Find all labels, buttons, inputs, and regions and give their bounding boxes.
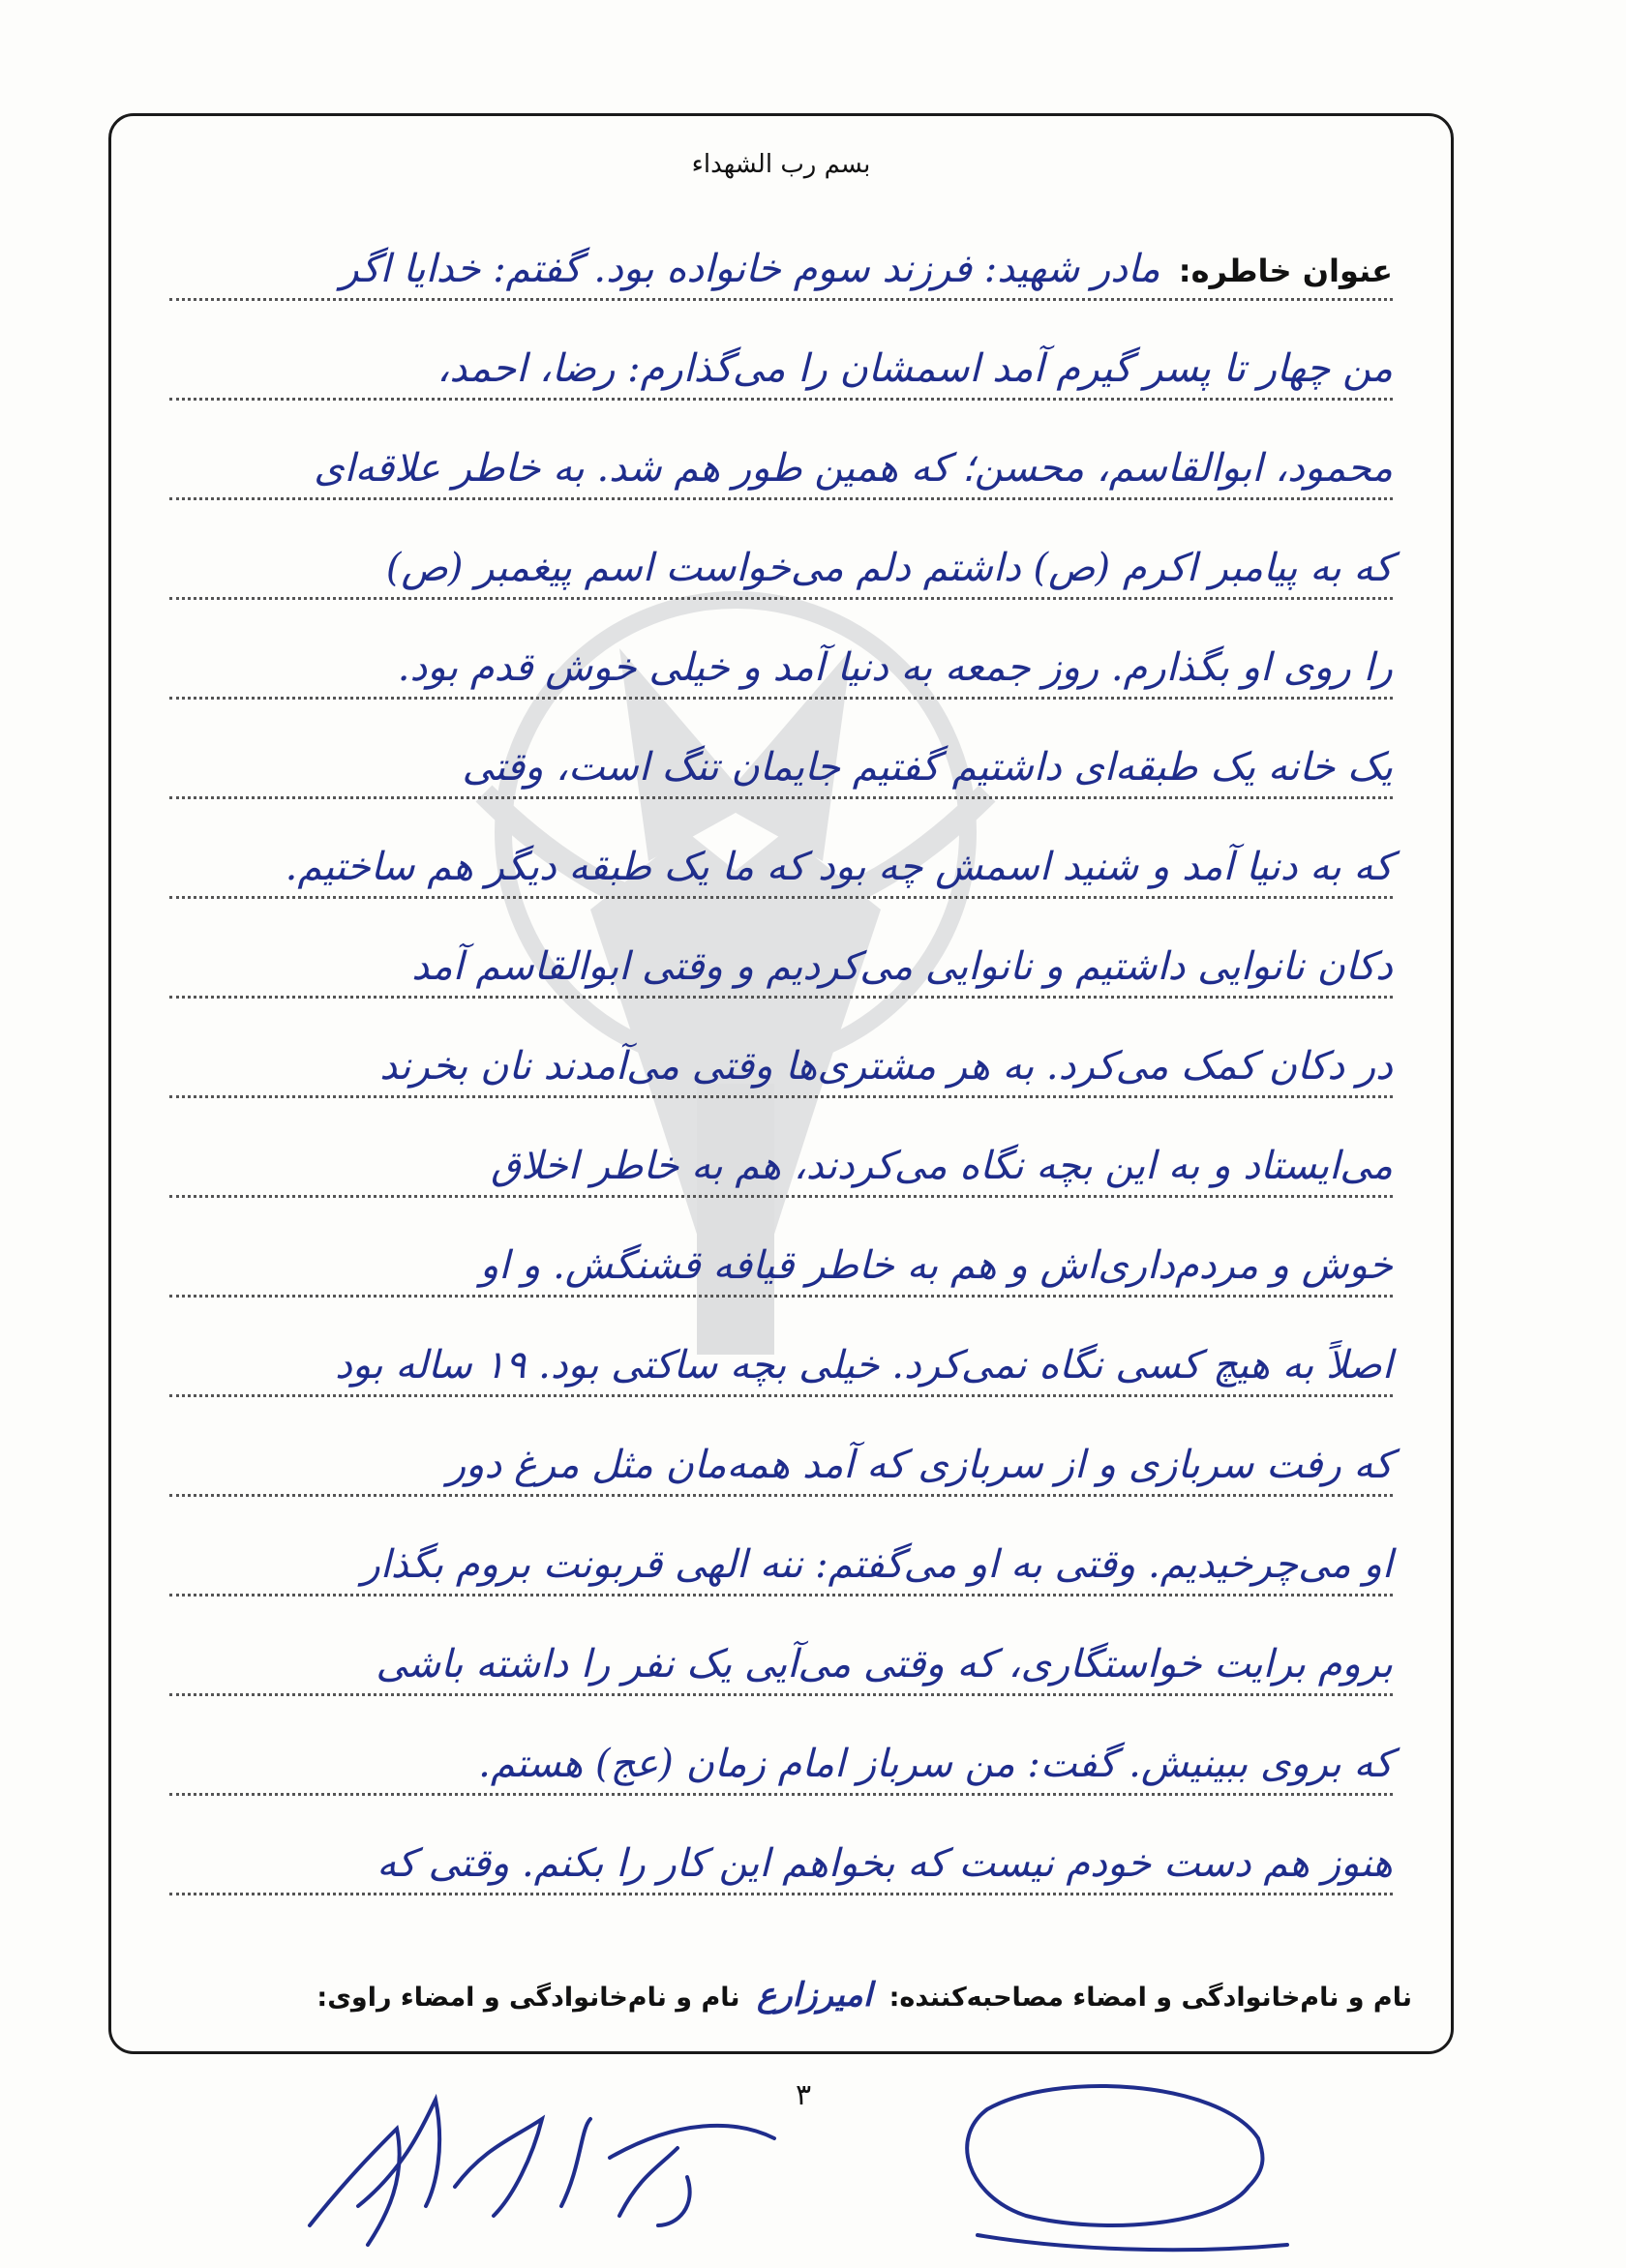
- handwritten-text: او می‌چرخیدیم. وقتی به او می‌گفتم: ننه الهی قربونت بروم بگذار: [361, 1542, 1393, 1587]
- handwritten-text: را روی او بگذارم. روز جمعه به دنیا آمد و خیلی خوش قدم بود.: [397, 645, 1393, 690]
- signature-footer: [150, 1976, 1412, 2014]
- memoir-line-1: [169, 247, 1393, 314]
- narrator-label: نام و نام‌خانوادگی و امضاء راوی:: [316, 1983, 740, 2013]
- memoir-line-9: [169, 1044, 1393, 1112]
- handwritten-text: بروم برایت خواستگاری، که وقتی می‌آیی یک نفر را داشته باشی: [376, 1642, 1393, 1686]
- title-label: عنوان خاطره:: [1178, 253, 1393, 289]
- handwritten-text: یک خانه یک طبقه‌ای داشتیم گفتیم جایمان تنگ است، وقتی: [462, 745, 1393, 790]
- memoir-line-10: [169, 1144, 1393, 1211]
- memoir-line-5: [169, 645, 1393, 713]
- memoir-line-12: [169, 1343, 1393, 1411]
- memoir-line-2: [169, 346, 1393, 414]
- memoir-line-11: [169, 1243, 1393, 1311]
- handwritten-text: در دکان کمک می‌کرد. به هر مشتری‌ها وقتی می‌آمدند نان بخرند: [379, 1044, 1393, 1089]
- form-frame: [108, 113, 1454, 2054]
- form-header: بسم رب الشهداء: [691, 150, 871, 179]
- memoir-line-13: [169, 1443, 1393, 1510]
- handwritten-text: من چهار تا پسر گیرم آمد اسمشان را می‌گذارم: رضا، احمد،: [437, 346, 1393, 391]
- handwritten-text: دکان نانوایی داشتیم و نانوایی می‌کردیم و وقتی ابوالقاسم آمد: [411, 944, 1393, 989]
- memoir-line-15: [169, 1642, 1393, 1710]
- handwritten-text: محمود، ابوالقاسم، محسن؛ که همین طور هم شد. به خاطر علاقه‌ای: [314, 446, 1393, 491]
- signatures-area: [290, 2061, 1374, 2254]
- page-number: ۳: [796, 2078, 812, 2112]
- handwritten-text: می‌ایستاد و به این بچه نگاه می‌کردند، هم به خاطر اخلاق: [491, 1144, 1393, 1188]
- interviewer-name: امیرزارع: [756, 1976, 873, 2014]
- memoir-line-6: [169, 745, 1393, 813]
- memoir-line-14: [169, 1542, 1393, 1610]
- narrator-signature: [310, 2100, 774, 2245]
- memoir-line-16: [169, 1742, 1393, 1809]
- memoir-line-7: [169, 845, 1393, 912]
- handwritten-text: مادر شهید: فرزند سوم خانواده بود. گفتم: خدایا اگر: [340, 247, 1160, 291]
- memoir-line-8: [169, 944, 1393, 1012]
- handwritten-text: که بروی ببینیش. گفت: من سرباز امام زمان (عج) هستم.: [478, 1742, 1393, 1786]
- handwritten-text: که به دنیا آمد و شنید اسمش چه بود که ما یک طبقه دیگر هم ساختیم.: [285, 845, 1393, 889]
- memoir-line-17: [169, 1841, 1393, 1909]
- memoir-line-4: [169, 546, 1393, 613]
- interviewer-signature: [967, 2086, 1287, 2250]
- handwritten-text: که رفت سربازی و از سربازی که آمد همه‌مان مثل مرغ دور: [446, 1443, 1393, 1487]
- memoir-line-3: [169, 446, 1393, 514]
- handwritten-text: که به پیامبر اکرم (ص) داشتم دلم می‌خواست اسم پیغمبر (ص): [385, 546, 1393, 590]
- handwritten-text: اصلاً به هیچ کسی نگاه نمی‌کرد. خیلی بچه ساکتی بود. ۱۹ ساله بود: [335, 1343, 1393, 1388]
- handwritten-text: هنوز هم دست خودم نیست که بخواهم این کار را بکنم. وقتی که: [376, 1841, 1393, 1886]
- handwritten-text: خوش و مردم‌داری‌اش و هم به خاطر قیافه قشنگش. و او: [479, 1243, 1393, 1288]
- interviewer-label: نام و نام‌خانوادگی و امضاء مصاحبه‌کننده:: [888, 1983, 1412, 2013]
